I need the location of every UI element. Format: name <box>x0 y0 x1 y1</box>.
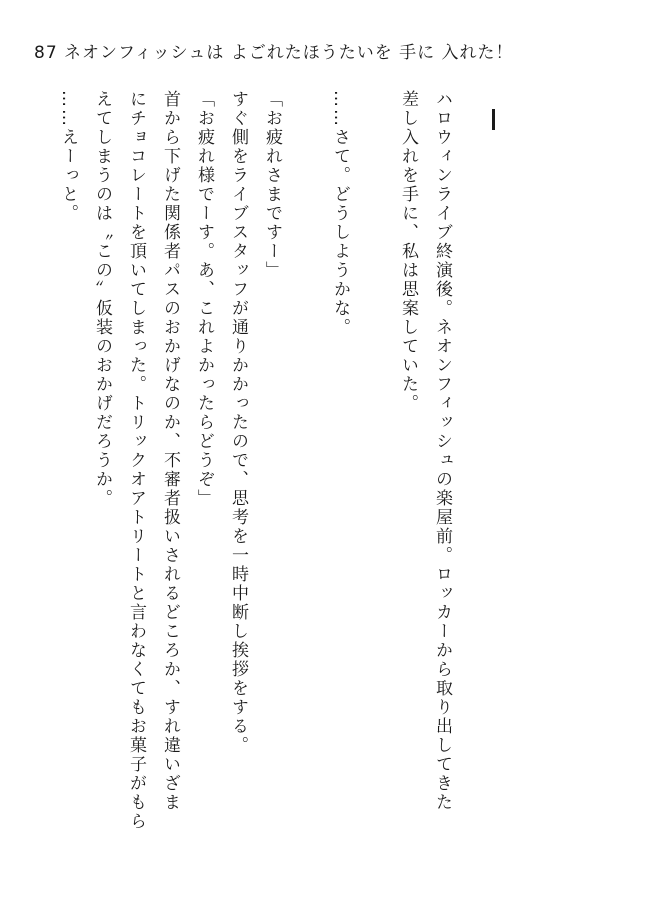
text-line: 「お疲れ様でーす。あ、これよかったらどうぞ」 <box>194 90 214 508</box>
blank-line <box>289 90 323 880</box>
text-line: ……えーっと。 <box>58 90 78 223</box>
text-line: 首から下げた関係者パスのおかげなのか、不審者扱いされるどころか、すれ違いざま <box>160 90 180 812</box>
section-mark <box>492 109 495 130</box>
text-line: ……さて。どうしようかな。 <box>330 90 350 337</box>
page-header: 87 ネオンフィッシュは よごれたほうたいを 手に 入れた！ <box>34 43 514 63</box>
text-line: にチョコレートを頂いてしまった。トリックオアトリートと言わなくてもお菓子がもら <box>126 90 146 831</box>
text-line: 差し入れを手に、私は思案していた。 <box>398 90 418 413</box>
text-line: えてしまうのは〝この〟仮装のおかげだろうか。 <box>92 90 112 508</box>
text-line: すぐ側をライブスタッフが通りかかったので、思考を一時中断し挨拶をする。 <box>228 90 248 755</box>
text-line: ハロウィンライブ終演後。ネオンフィッシュの楽屋前。ロッカーから取り出してきた <box>432 90 452 812</box>
vertical-body-text <box>51 90 459 880</box>
text-line: 「お疲れさまですー」 <box>262 90 282 280</box>
blank-line <box>357 90 391 880</box>
